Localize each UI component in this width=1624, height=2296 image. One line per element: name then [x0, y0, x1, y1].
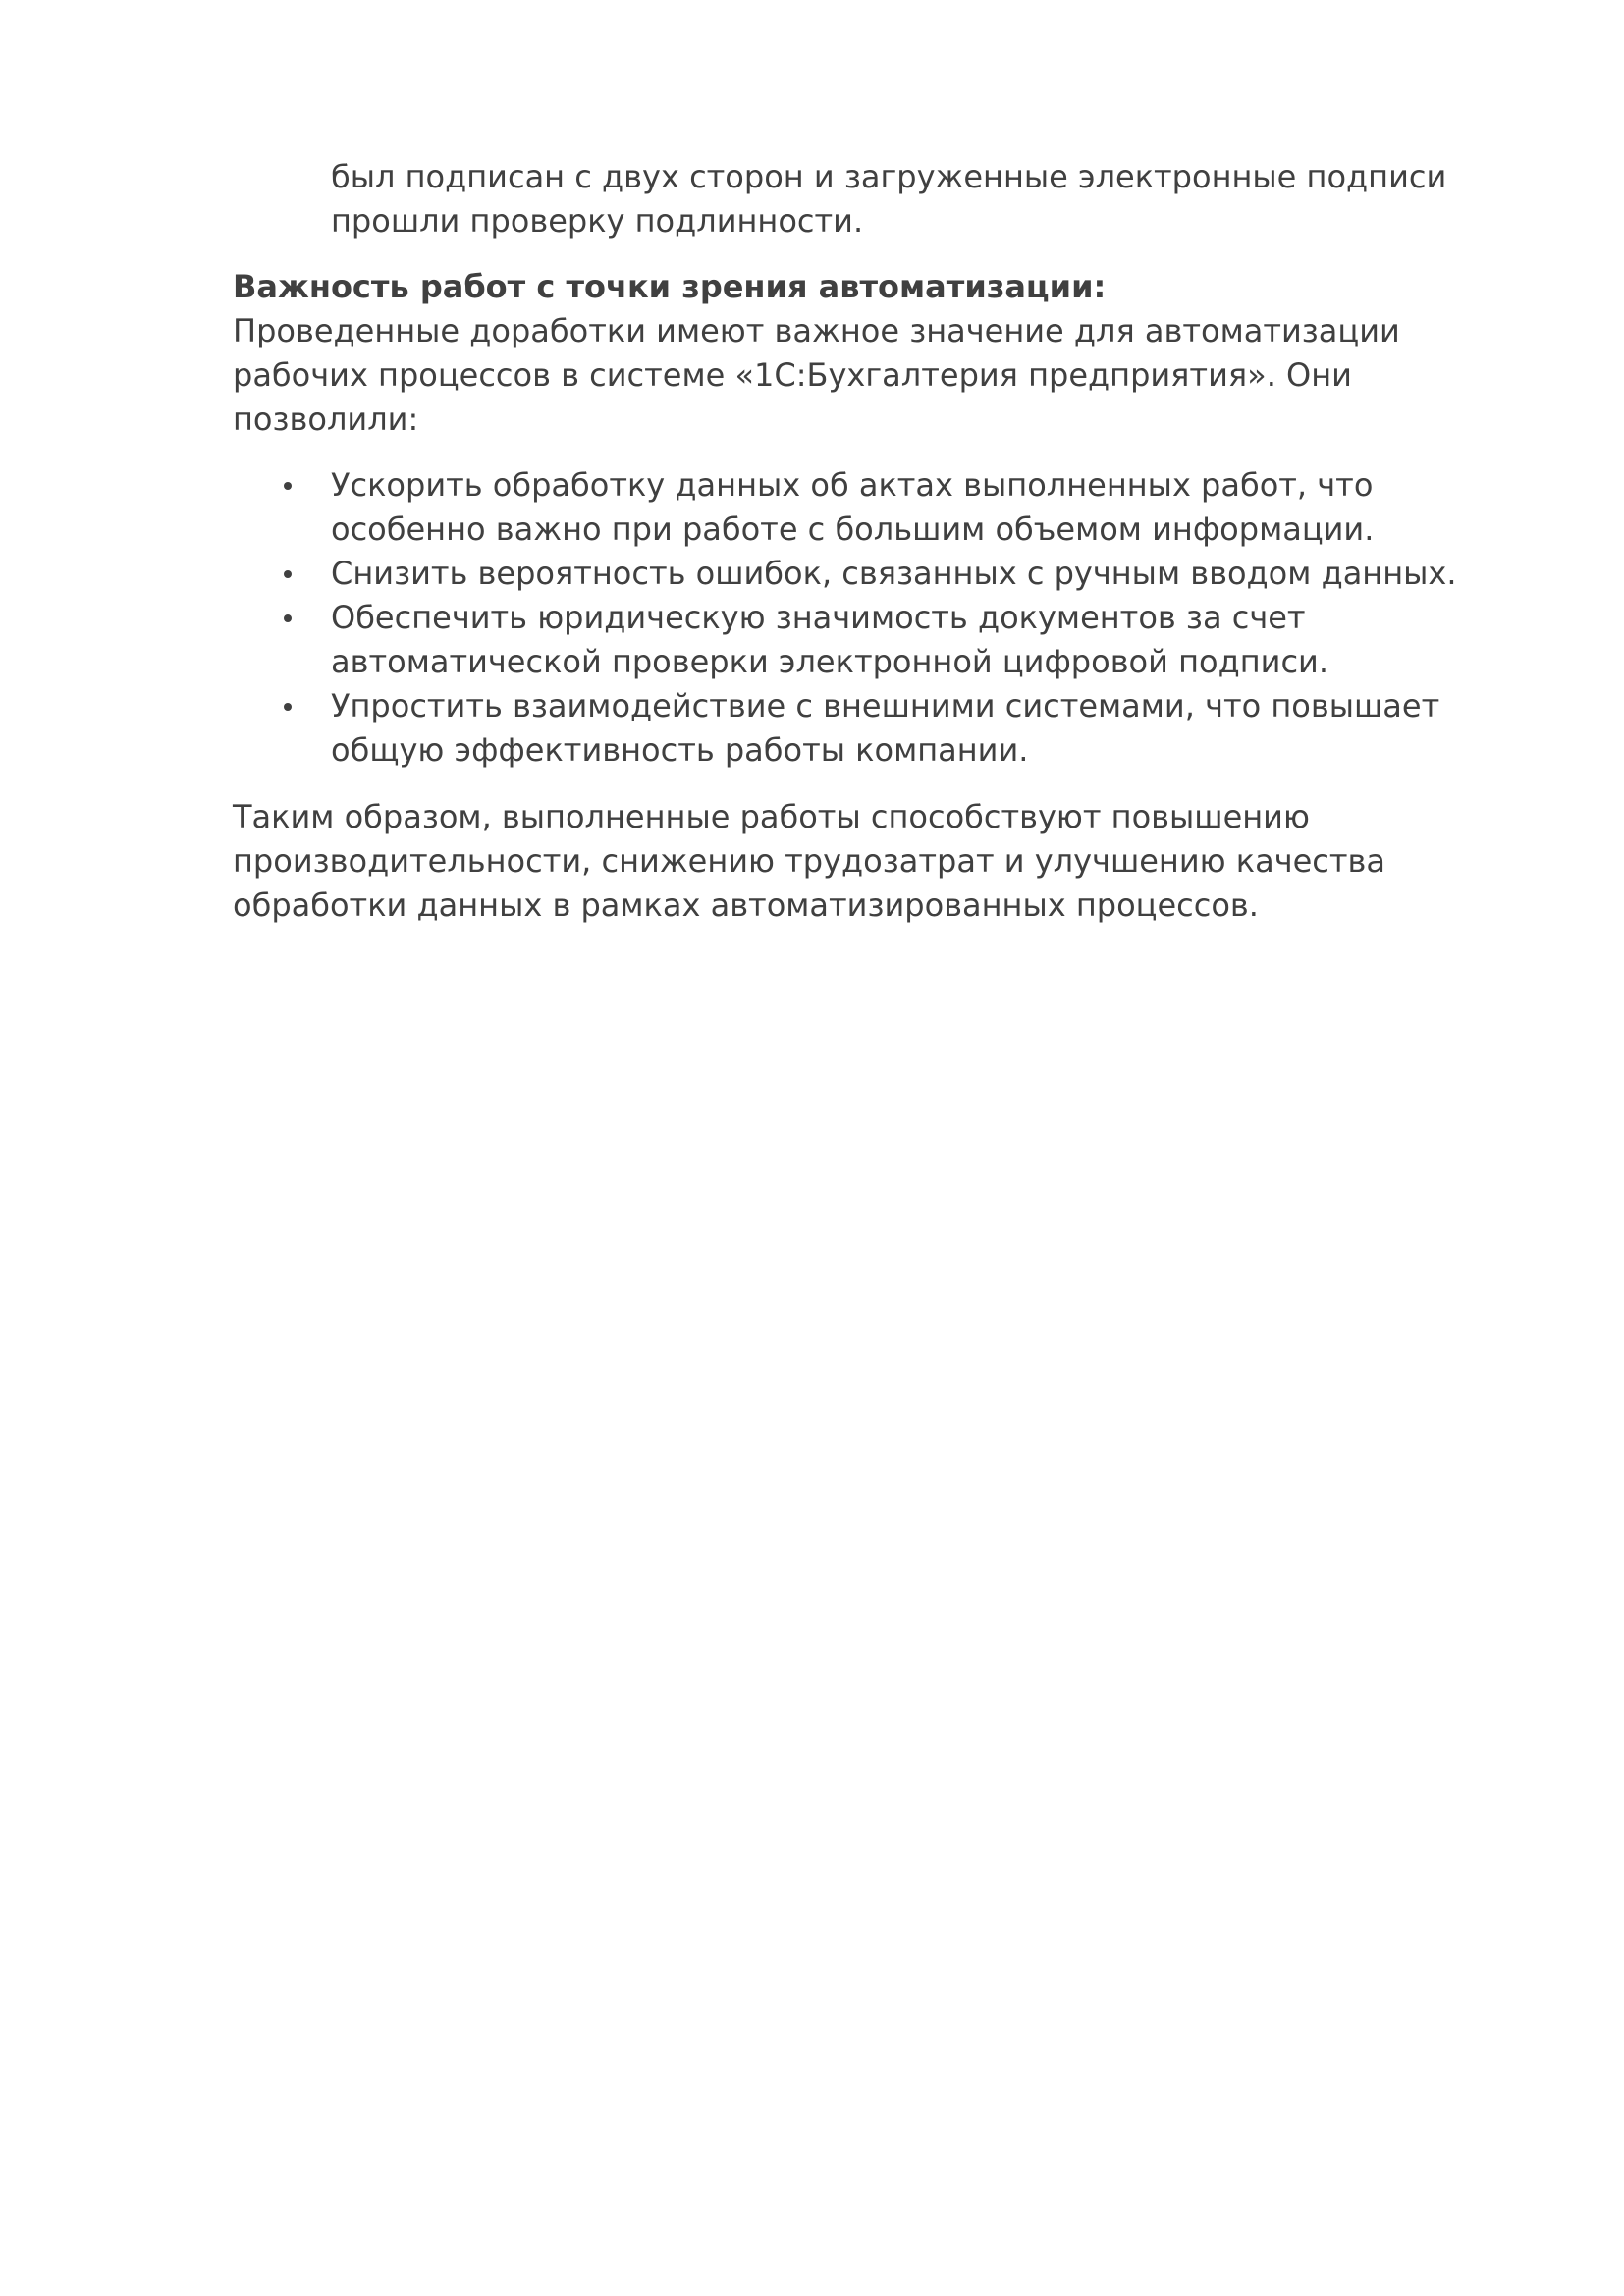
continued-list-item-text: был подписан с двух сторон и загруженные электронные подписи прошли проверку подлинности.	[331, 158, 1447, 240]
bullet-icon	[284, 570, 292, 578]
closing-paragraph: Таким образом, выполненные работы способствуют повышению производительности, снижению трудозатрат и улучшению качества обработки данных в рамках автоматизированных процессов.	[233, 798, 1385, 924]
list-item	[233, 463, 1489, 552]
list-item	[233, 552, 1489, 596]
bullet-icon	[284, 482, 292, 490]
intro-paragraph: Проведенные доработки имеют важное значение для автоматизации рабочих процессов в системе «1С:Бухгалтерия предприятия». Они позволили:	[233, 312, 1400, 438]
section-heading: Важность работ с точки зрения автоматизации:	[233, 268, 1107, 305]
list-item-text: Ускорить обработку данных об актах выполненных работ, что особенно важно при работе с большим объемом информации.	[331, 466, 1375, 548]
bullet-icon	[284, 703, 292, 711]
list-item-text: Обеспечить юридическую значимость документов за счет автоматической проверки электронной цифровой подписи.	[331, 599, 1328, 680]
bullet-icon	[284, 614, 292, 622]
list-item	[233, 684, 1489, 773]
list-item	[233, 596, 1489, 684]
list-item-text: Упростить взаимодействие с внешними системами, что повышает общую эффективность работы компании.	[331, 687, 1440, 769]
benefits-list	[233, 463, 1489, 773]
document-body	[233, 155, 1489, 928]
list-item-text: Снизить вероятность ошибок, связанных с ручным вводом данных.	[331, 555, 1457, 592]
